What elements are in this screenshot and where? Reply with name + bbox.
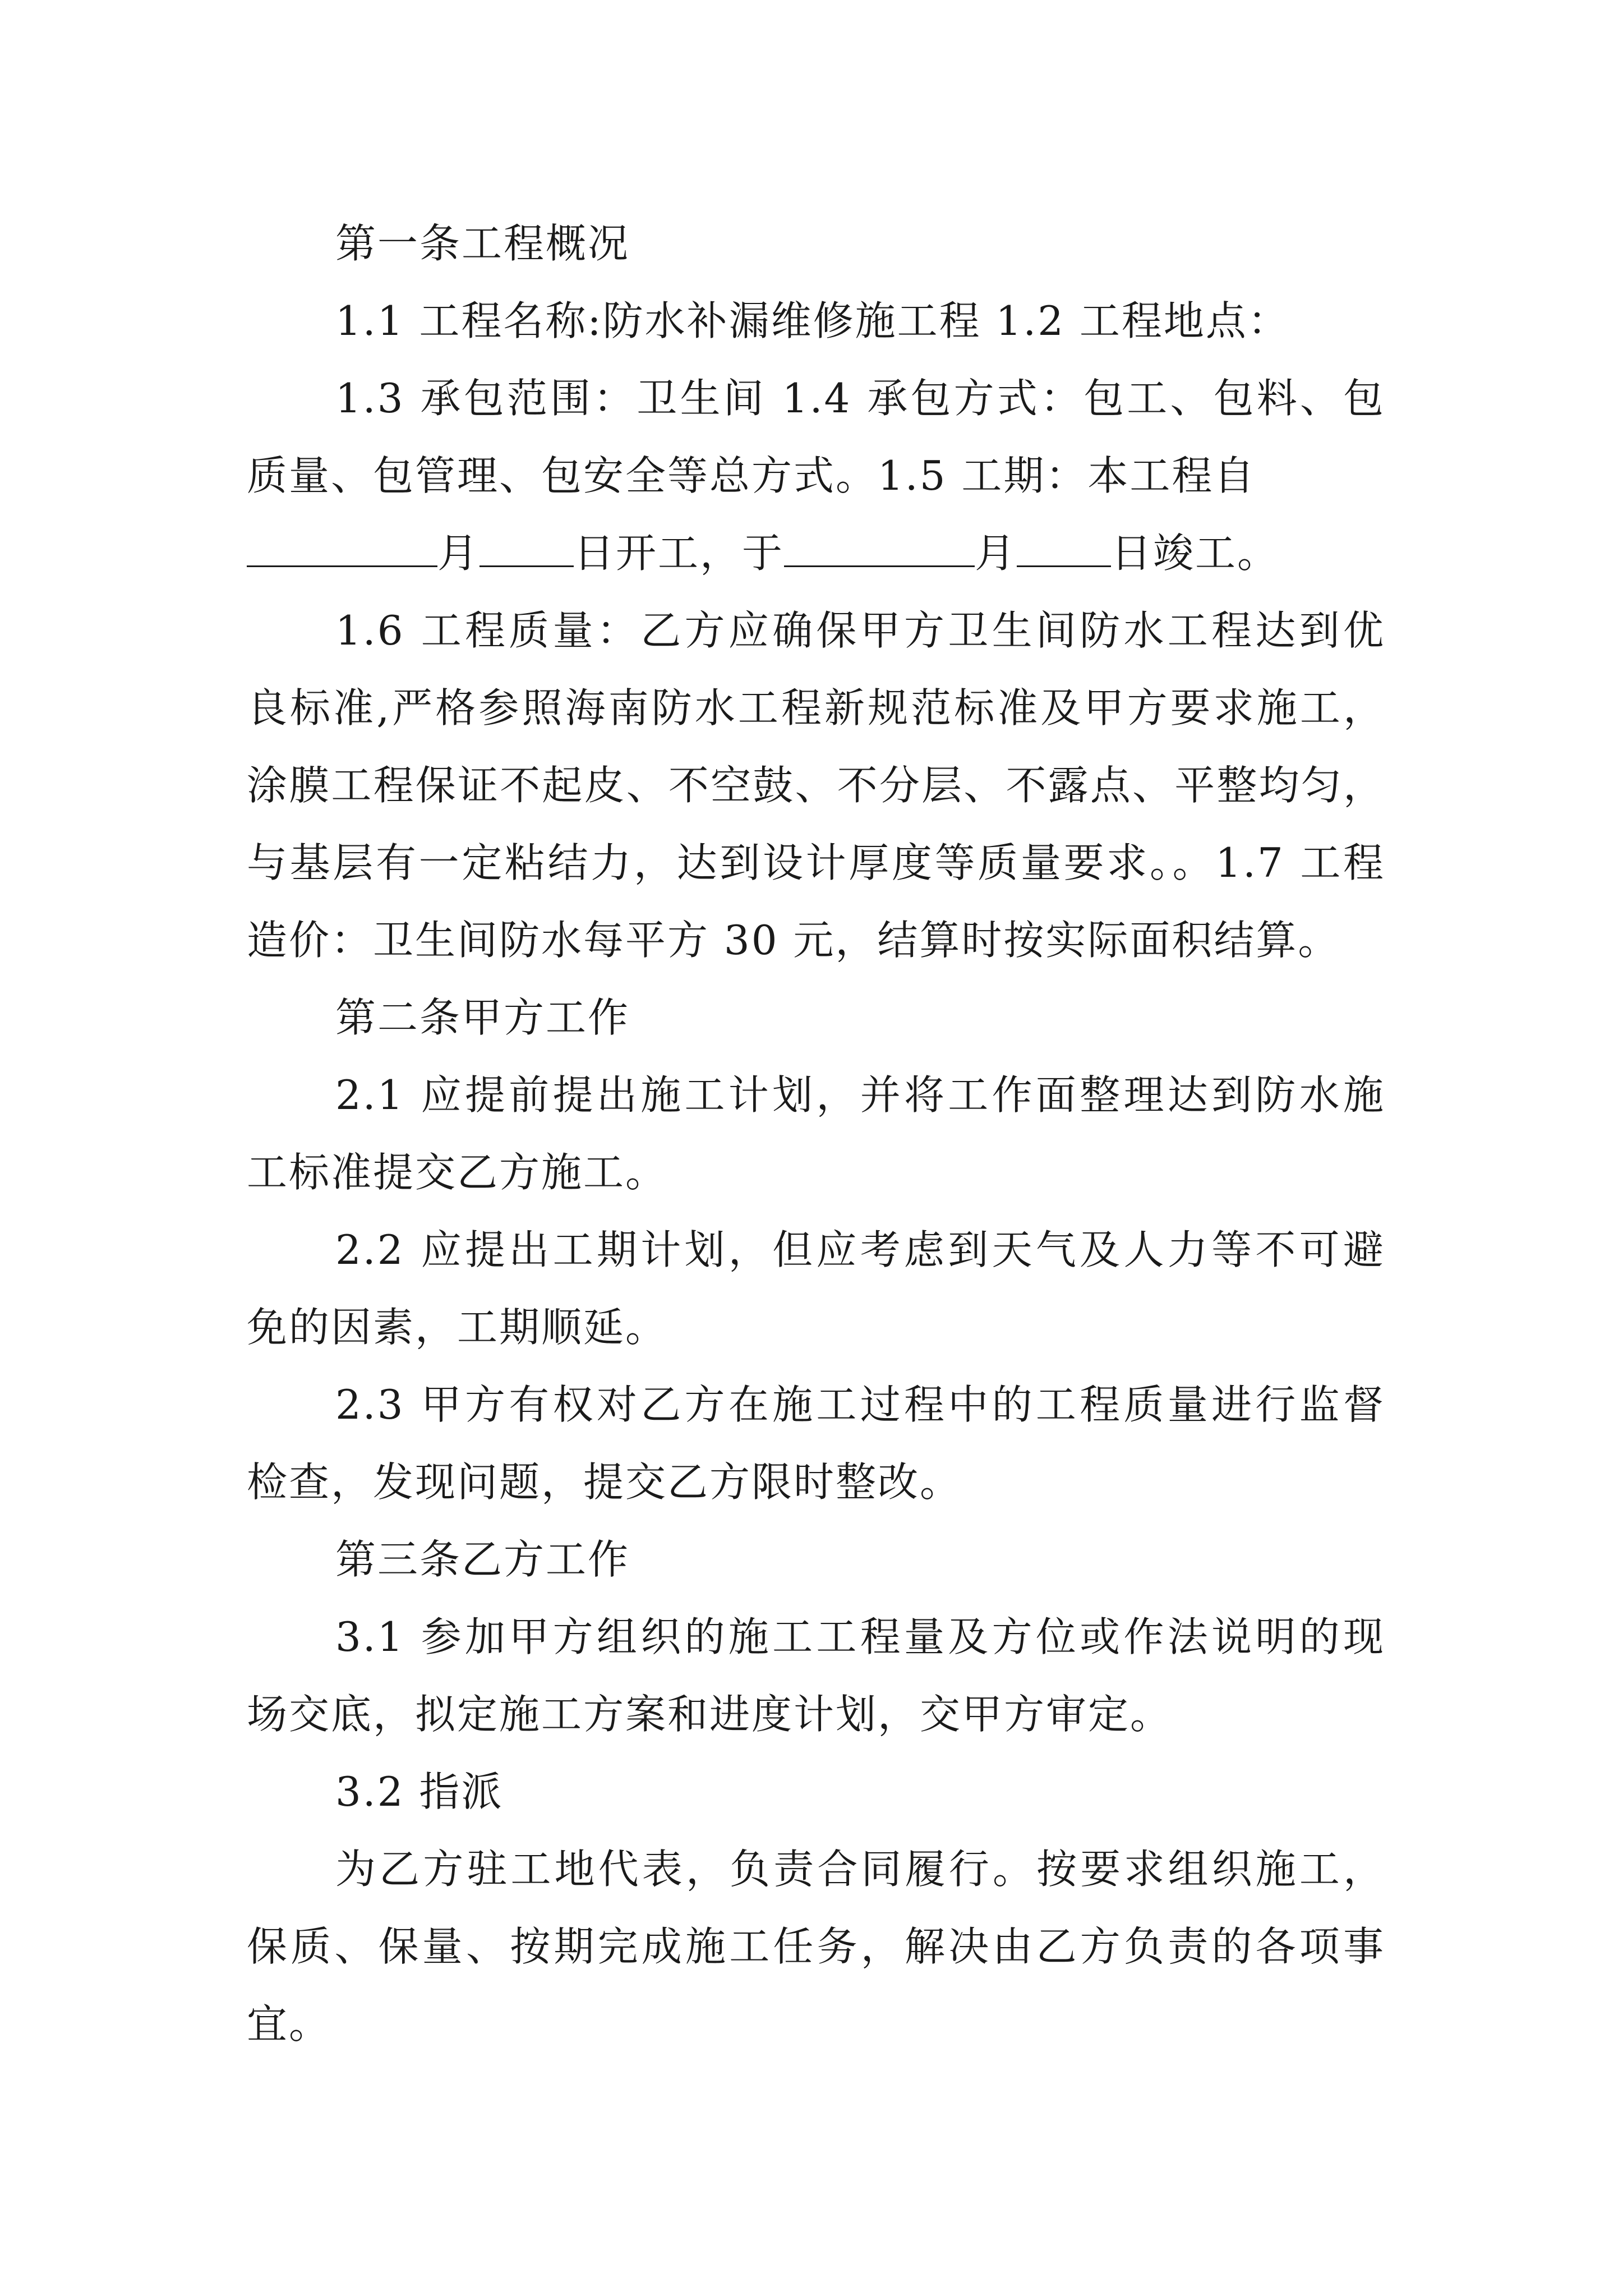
article-1-clause-1-3: 1.3 承包范围：卫生间 1.4 承包方式：包工、包料、包质量、包管理、包安全等总方式。1.5 工期：本工程自 <box>247 375 1385 499</box>
article-2-heading: 第二条甲方工作 <box>335 994 630 1041</box>
end-month-label: 月 <box>975 530 1017 577</box>
article-2-clause-2-1: 2.1 应提前提出施工计划，并将工作面整理达到防水施工标准提交乙方施工。 <box>247 1071 1385 1196</box>
start-year-blank[interactable] <box>247 531 437 567</box>
end-day-blank[interactable] <box>1017 531 1111 567</box>
end-year-blank[interactable] <box>784 531 975 567</box>
article-3-representative-duties: 为乙方驻工地代表，负责合同履行。按要求组织施工，保质、保量、按期完成施工任务，解决由乙方负责的各项事宜。 <box>247 1846 1385 2047</box>
start-day-blank[interactable] <box>479 531 574 567</box>
article-3-heading: 第三条乙方工作 <box>335 1536 630 1583</box>
construction-period-dates <box>247 514 1385 592</box>
end-day-label: 日竣工。 <box>1111 530 1280 577</box>
article-2-clause-2-2: 2.2 应提出工期计划，但应考虑到天气及人力等不可避免的因素，工期顺延。 <box>247 1226 1385 1351</box>
article-1-heading: 第一条工程概况 <box>335 220 630 267</box>
article-3-clause-3-1: 3.1 参加甲方组织的施工工程量及方位或作法说明的现场交底，拟定施工方案和进度计划，交甲方审定。 <box>247 1613 1385 1738</box>
start-month-label: 月 <box>437 530 480 577</box>
article-1-clause-1-1: 1.1 工程名称:防水补漏维修施工程 1.2 工程地点： <box>335 297 1290 344</box>
article-3-clause-3-2: 3.2 指派 <box>335 1768 504 1815</box>
article-1-clause-1-6: 1.6 工程质量：乙方应确保甲方卫生间防水工程达到优良标准,严格参照海南防水工程新规范标准及甲方要求施工，涂膜工程保证不起皮、不空鼓、不分层、不露点、平整均匀，与基层有一定粘结力，达到设计厚度等质量要求。。1.7 工程造价：卫生间防水每平方 30 元，结算时按实际面积结算。 <box>247 607 1385 964</box>
start-day-label: 日开工，于 <box>574 530 785 577</box>
document-body <box>247 205 1385 2063</box>
article-2-clause-2-3: 2.3 甲方有权对乙方在施工过程中的工程质量进行监督检查，发现问题，提交乙方限时整改。 <box>247 1381 1385 1506</box>
